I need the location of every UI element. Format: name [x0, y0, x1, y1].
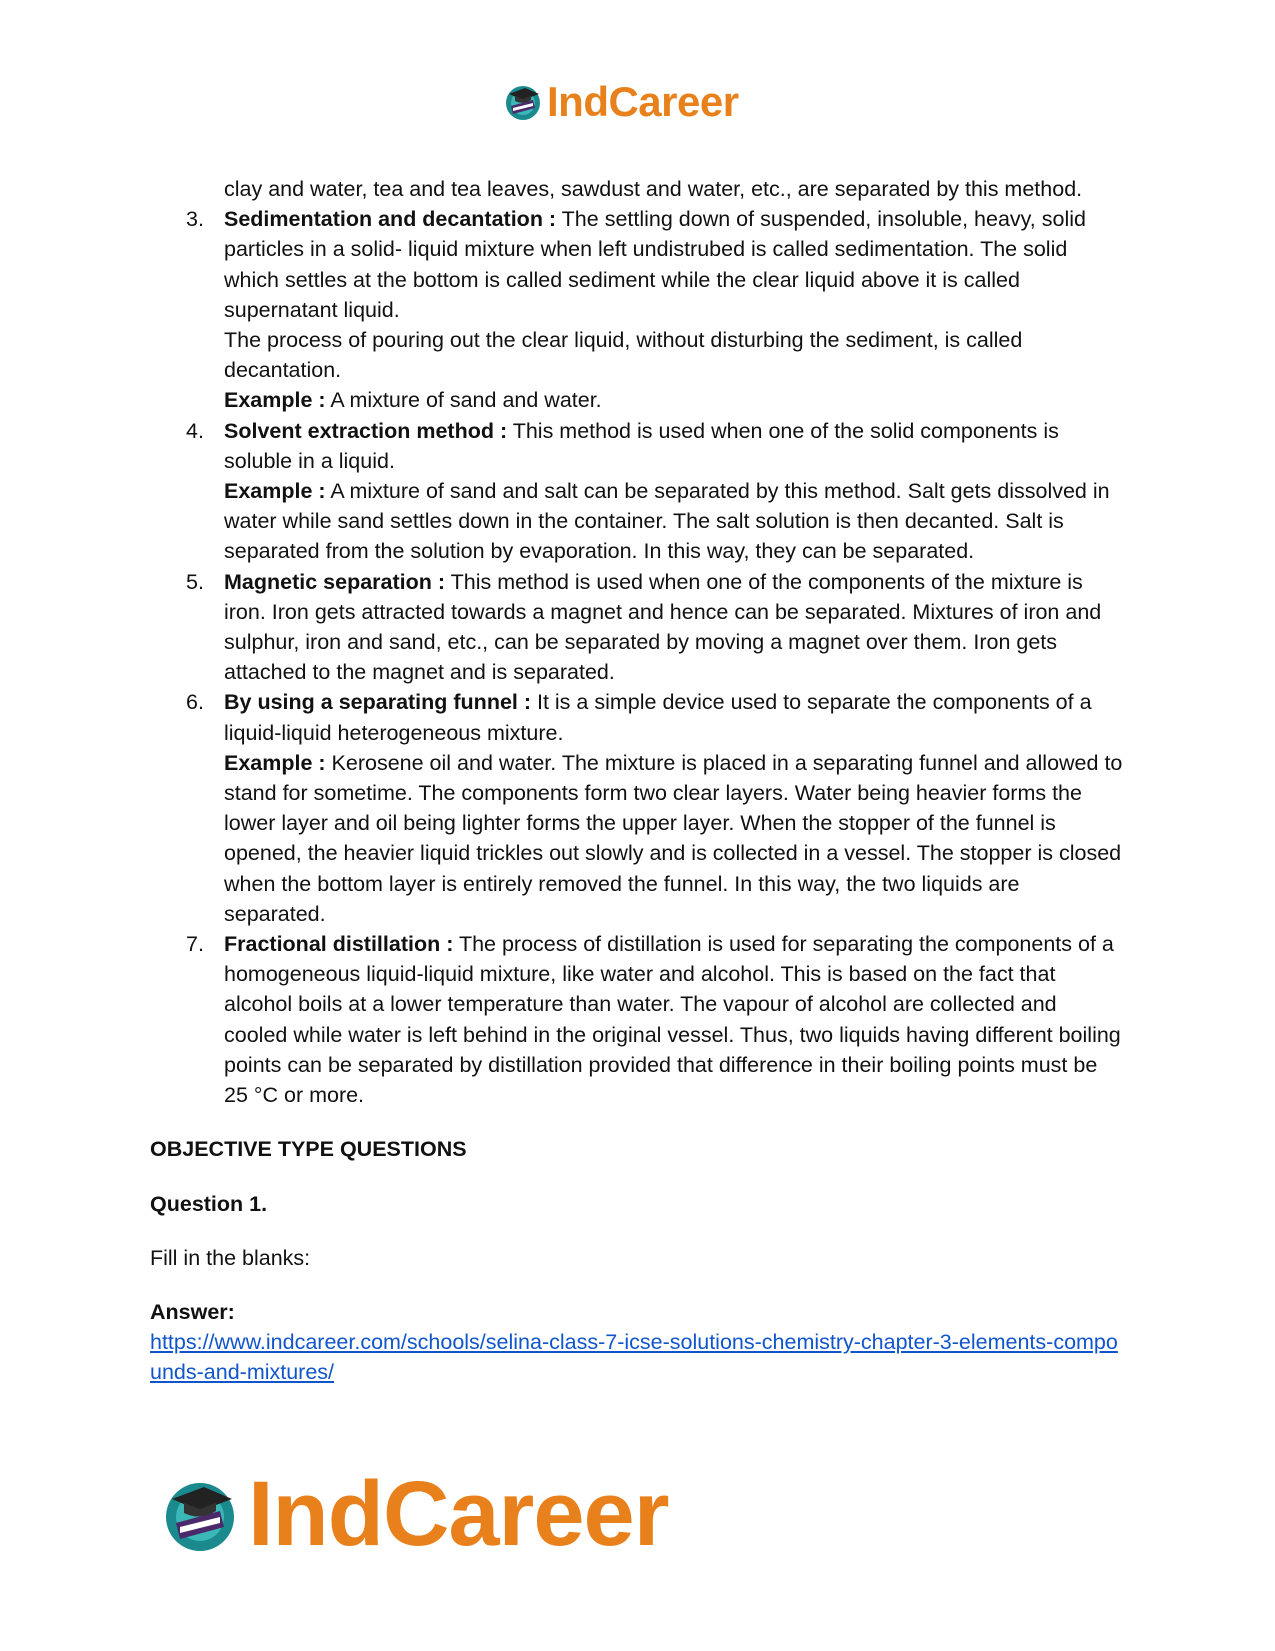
question-title: Question 1.: [150, 1191, 268, 1216]
graduation-cap-icon: [503, 82, 543, 122]
item-number: 4.: [186, 418, 204, 443]
question-text: Fill in the blanks:: [150, 1245, 311, 1270]
method-list: [150, 204, 1125, 1110]
item-number: 6.: [186, 690, 204, 715]
graduation-cap-icon: [160, 1475, 240, 1555]
answer-label: Answer:: [150, 1299, 235, 1324]
answer-link[interactable]: https://www.indcareer.com/schools/selina-class-7-icse-solutions-chemistry-chapter-3-elements-compounds-and-mixtures/: [150, 1330, 1118, 1385]
item-text: This method is used when one of the components of the mixture is iron. Iron gets attracted towards a magnet and hence can be separated. Mixtures of iron and sulphur, iron and sand, etc., can be separated by moving a magnet over them. Iron gets attached to the magnet and is separated.: [224, 569, 1102, 685]
example-label: Example :: [224, 750, 326, 775]
example-text: A mixture of sand and water.: [325, 388, 602, 413]
item-text: It is a simple device used to separate the components of a liquid-liquid heterogeneous mixture.: [224, 690, 1092, 745]
section-heading: OBJECTIVE TYPE QUESTIONS: [150, 1137, 467, 1162]
item-title: Magnetic separation :: [224, 569, 446, 594]
list-item: [150, 929, 1125, 1110]
example-label: Example :: [224, 479, 326, 504]
item-title: Fractional distillation :: [224, 932, 454, 957]
item-extra: The process of pouring out the clear liquid, without disturbing the sediment, is called decantation.: [224, 328, 1023, 383]
header-logo: [503, 78, 739, 126]
footer-logo: [160, 1462, 669, 1567]
item-title: Solvent extraction method :: [224, 418, 508, 443]
item-text: The settling down of suspended, insoluble, heavy, solid particles in a solid- liquid mixture when left undistrubed is called sedimentation. The solid which settles at the bottom is called sediment while the clear liquid above it is called supernatant liquid.: [224, 207, 1086, 322]
example-text: A mixture of sand and salt can be separated by this method. Salt gets dissolved in water while sand settles down in the container. The salt solution is then decanted. Salt is separated from the solution by evaporation. In this way, they can be separated.: [224, 479, 1110, 564]
logo-text: IndCareer: [248, 1463, 669, 1565]
item-title: Sedimentation and decantation :: [224, 207, 557, 232]
list-item: [150, 567, 1125, 688]
list-item: [150, 687, 1125, 929]
item-text: This method is used when one of the solid components is soluble in a liquid.: [224, 418, 1059, 473]
item-number: 5.: [186, 569, 204, 594]
item-text: The process of distillation is used for separating the components of a homogeneous liquid-liquid mixture, like water and alcohol. This is based on the fact that alcohol boils at a lower temperature than water. The vapour of alcohol are collected and cooled while water is left behind in the original vessel. Thus, two liquids having different boiling points can be separated by distillation provided that difference in their boiling points must be 25 °C or more.: [224, 932, 1121, 1108]
item-number: 7.: [186, 932, 204, 957]
document-body: [150, 174, 1125, 1388]
example-text: Kerosene oil and water. The mixture is placed in a separating funnel and allowed to stand for sometime. The components form two clear layers. Water being heavier forms the lower layer and oil being lighter forms the upper layer. When the stopper of the funnel is opened, the heavier liquid trickles out slowly and is collected in a vessel. The stopper is closed when the bottom layer is entirely removed the funnel. In this way, the two liquids are separated.: [224, 750, 1123, 926]
item-title: By using a separating funnel :: [224, 690, 532, 715]
list-item: [150, 416, 1125, 567]
example-label: Example :: [224, 388, 326, 413]
continuation-text: clay and water, tea and tea leaves, sawdust and water, etc., are separated by this method.: [224, 177, 1083, 201]
logo-text: IndCareer: [547, 78, 739, 125]
item-number: 3.: [186, 207, 204, 232]
list-item: [150, 204, 1125, 415]
